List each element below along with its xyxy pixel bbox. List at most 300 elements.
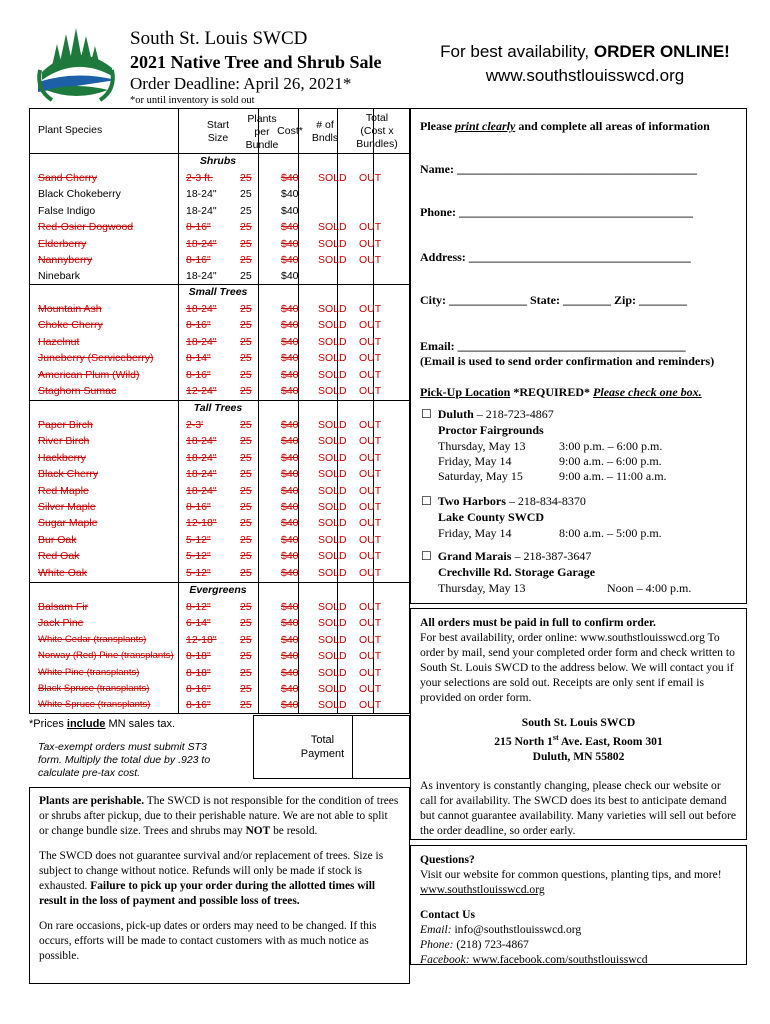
row-total: OUT [359, 699, 382, 712]
start-size: 8-16" [186, 254, 211, 266]
start-size: 18-24" [186, 484, 217, 497]
table-row [30, 219, 409, 235]
questions-title: Questions? [420, 853, 475, 866]
customer-info-form [410, 108, 747, 604]
plants-per-bundle: 25 [240, 484, 252, 497]
plant-name: Choke Cherry [38, 319, 103, 332]
pickup-phone: – 218-723-4867 [473, 407, 554, 421]
pickup-city: Duluth [437, 407, 474, 421]
plants-per-bundle: 25 [240, 683, 252, 695]
section-divider [30, 400, 409, 401]
row-total: OUT [359, 451, 382, 464]
order-table [29, 108, 410, 714]
table-row [30, 383, 409, 399]
start-size: 18-24" [186, 303, 217, 315]
plant-name: Hackberry [38, 451, 86, 464]
plant-name: Hazelnut [38, 335, 80, 348]
start-size: 18-24" [186, 435, 217, 448]
table-row [30, 417, 409, 433]
bundles-count: SOLD [318, 172, 347, 184]
start-size: 5-12" [186, 566, 211, 579]
table-row [30, 334, 409, 350]
table-row [30, 252, 409, 268]
deadline-note: *or until inventory is sold out [130, 95, 255, 106]
perishable-not: NOT [245, 825, 271, 837]
prices-suffix: MN sales tax. [105, 718, 176, 730]
table-row [30, 350, 409, 366]
table-row [30, 186, 409, 202]
address-line: Duluth, MN 55802 [532, 749, 625, 763]
pickup-location-option [421, 494, 586, 509]
header-size-line: Start [206, 119, 230, 131]
plant-name: Nannyberry [38, 254, 93, 266]
plant-name: White Pine (transplants) [38, 666, 140, 678]
perishable-end: be resold. [270, 825, 318, 837]
plant-name: Bur Oak [38, 533, 77, 546]
cost: $40 [281, 352, 299, 365]
start-size: 18-24" [186, 335, 217, 348]
cost: $40 [281, 533, 299, 546]
row-total: OUT [359, 303, 382, 315]
address-part: 215 North 1 [494, 734, 553, 748]
facebook-link[interactable]: www.facebook.com/southstlouisswcd [469, 953, 648, 966]
email-field[interactable]: Email: ______________________________________ [420, 339, 686, 353]
bundles-count: SOLD [318, 601, 347, 613]
address-part: Ave. East, Room 301 [558, 734, 663, 748]
sale-title: 2021 Native Tree and Shrub Sale [130, 52, 382, 72]
pickup-day: Thursday, May 13 [438, 581, 526, 595]
plants-per-bundle: 25 [240, 270, 252, 283]
start-size: 2-3' [186, 419, 204, 431]
plant-name: Black Cherry [38, 468, 99, 481]
plant-name: Elderberry [38, 237, 87, 250]
plant-name: Red-Osier Dogwood [38, 221, 134, 234]
plants-per-bundle: 25 [240, 319, 252, 332]
row-total: OUT [359, 352, 382, 365]
table-row [30, 681, 409, 697]
email-value[interactable]: info@southstlouisswcd.org [451, 923, 582, 936]
row-total: OUT [359, 221, 382, 234]
order-online-callout [425, 42, 745, 62]
row-total: OUT [359, 550, 382, 563]
mailing-address [420, 715, 737, 764]
plants-per-bundle: 25 [240, 237, 252, 250]
header-bndls-line: # of [316, 119, 334, 131]
header-cost: Cost* [277, 125, 303, 137]
row-total: OUT [359, 566, 382, 579]
org-title: South St. Louis SWCD [130, 28, 308, 49]
start-size: 8-16" [186, 368, 211, 381]
plants-per-bundle: 25 [240, 303, 252, 315]
phone-value: (218) 723-4867 [453, 938, 529, 951]
bundles-count: SOLD [318, 254, 347, 266]
plants-per-bundle: 25 [240, 601, 252, 613]
total-payment-line: Payment [300, 748, 345, 760]
cost: $40 [281, 550, 299, 563]
header-bndls-line: Bndls [311, 132, 339, 144]
row-total: OUT [359, 650, 382, 663]
plant-name: Norway (Red) Pine (transplants) [38, 650, 174, 662]
plant-name: White Oak [38, 566, 88, 579]
table-row [30, 433, 409, 449]
header-species: Plant Species [38, 124, 103, 136]
online-prefix: For best availability, [440, 42, 594, 61]
table-row [30, 632, 409, 648]
bundles-count: SOLD [318, 484, 347, 497]
table-row [30, 367, 409, 383]
row-total: OUT [359, 419, 382, 431]
address-field[interactable]: Address: _____________________________________ [420, 250, 691, 264]
phone-label: Phone: [420, 938, 454, 951]
city-state-zip-field[interactable]: City: _____________ State: ________ Zip: ________ [420, 293, 687, 307]
header-total-line: Total [365, 112, 389, 124]
perishable-para-2 [39, 849, 400, 909]
pickup-day: Saturday, May 15 [438, 469, 523, 483]
header-bundle-line: Plants [247, 113, 277, 125]
cost: $40 [281, 254, 299, 266]
start-size: 8-16" [186, 699, 211, 712]
start-size: 5-12" [186, 533, 211, 546]
address-sup: st [552, 733, 559, 742]
table-row [30, 615, 409, 631]
header-total-line: Bundles) [356, 138, 398, 150]
address-line: South St. Louis SWCD [521, 716, 636, 729]
contact-facebook [420, 952, 737, 967]
plants-per-bundle: 25 [240, 172, 252, 184]
plant-name: Ninebark [38, 270, 81, 283]
cost: $40 [281, 699, 299, 712]
row-total: OUT [359, 517, 382, 530]
table-row [30, 236, 409, 252]
header-total-line: (Cost x [360, 125, 394, 137]
start-size: 5-12" [186, 550, 211, 563]
cost: $40 [281, 468, 299, 481]
plants-per-bundle: 25 [240, 188, 252, 201]
cost: $40 [281, 601, 299, 613]
header-bundle-line: Bundle [245, 139, 279, 151]
row-total: OUT [359, 254, 382, 266]
pickup-time: 8:00 a.m. – 5:00 p.m. [559, 526, 662, 540]
bundles-count: SOLD [318, 550, 347, 563]
pickup-location-option [421, 549, 591, 564]
bundles-count: SOLD [318, 650, 347, 663]
plant-name: Mountain Ash [38, 303, 102, 315]
row-total: OUT [359, 335, 382, 348]
plants-per-bundle: 25 [240, 533, 252, 546]
phone-field[interactable]: Phone: _______________________________________ [420, 205, 693, 219]
perishable-text: The SWCD is not responsible for the condition of trees or shrubs after pickup, due to their perishable nature. We are not able to split or change bundle size. Trees and shrubs may [39, 795, 399, 837]
table-row [30, 599, 409, 615]
bundles-count: SOLD [318, 368, 347, 381]
section-divider [30, 153, 409, 154]
table-row [30, 268, 409, 284]
facebook-label: Facebook: [420, 953, 470, 966]
pickup-required: *REQUIRED* [510, 385, 594, 399]
start-size: 8-12" [186, 601, 211, 613]
plant-name: River Birch [38, 435, 90, 448]
perishable-bold: Plants are perishable. [39, 795, 145, 807]
intro-text: Please [420, 119, 455, 133]
pickup-place: Proctor Fairgrounds [438, 423, 544, 437]
pickup-day: Friday, May 14 [438, 526, 512, 540]
pickup-checkbox[interactable]: ☐ [421, 494, 432, 508]
contact-info [410, 845, 747, 965]
cost: $40 [281, 617, 299, 630]
cost: $40 [281, 650, 299, 663]
plant-name: Silver Maple [38, 501, 96, 513]
row-total: OUT [359, 468, 382, 481]
plant-name: Red Oak [38, 550, 80, 563]
start-size: 18-24" [186, 451, 217, 464]
plants-per-bundle: 25 [240, 368, 252, 381]
bundles-count: SOLD [318, 237, 347, 250]
pickup-time: 3:00 p.m. – 6:00 p.m. [559, 439, 663, 453]
plants-per-bundle: 25 [240, 352, 252, 365]
plants-per-bundle: 25 [240, 204, 252, 217]
row-total: OUT [359, 237, 382, 250]
start-size: 8-16" [186, 319, 211, 332]
section-divider [30, 582, 409, 583]
plants-per-bundle: 25 [240, 468, 252, 481]
start-size: 8-18" [186, 650, 211, 663]
row-total: OUT [359, 666, 382, 679]
cost: $40 [281, 368, 299, 381]
row-total: OUT [359, 601, 382, 613]
start-size: 8-14" [186, 352, 211, 365]
plants-per-bundle: 25 [240, 335, 252, 348]
cost: $40 [281, 484, 299, 497]
email-note: (Email is used to send order confirmation and reminders) [420, 354, 715, 368]
table-row [30, 648, 409, 664]
plant-name: Sand Cherry [38, 172, 97, 184]
cost: $40 [281, 335, 299, 348]
row-total: OUT [359, 172, 382, 184]
start-size: 6-14" [186, 617, 211, 630]
intro-text: and complete all areas of information [515, 119, 710, 133]
cost: $40 [281, 237, 299, 250]
pickup-place: Lake County SWCD [438, 510, 545, 524]
bundles-count: SOLD [318, 303, 347, 315]
questions-text [420, 867, 737, 897]
payment-info [410, 608, 747, 840]
plants-per-bundle: 25 [240, 451, 252, 464]
swcd-logo [32, 20, 120, 108]
pickup-phone: – 218-387-3647 [511, 549, 592, 563]
tax-exempt-note: Tax-exempt orders must submit ST3 form. Multiply the total due by .923 to calculate pre-tax cost. [38, 741, 211, 779]
pickup-checkbox[interactable]: ☐ [421, 549, 432, 563]
inventory-note: As inventory is constantly changing, please check our website or call for availability. The SWCD does its best to anticipate demand but cannot guarantee availability. Many varieties will sell out before the order deadline, so order early. [420, 778, 737, 837]
cost: $40 [281, 204, 299, 217]
plants-per-bundle: 25 [240, 617, 252, 630]
pickup-location-option [421, 407, 554, 422]
bundles-count: SOLD [318, 221, 347, 234]
bundles-count: SOLD [318, 451, 347, 464]
row-total: OUT [359, 617, 382, 630]
plant-name: Staghorn Sumac [38, 385, 117, 397]
name-field[interactable]: Name: ________________________________________ [420, 162, 697, 176]
plants-per-bundle: 25 [240, 550, 252, 563]
plant-name: False Indigo [38, 204, 96, 217]
pickup-checkbox[interactable]: ☐ [421, 407, 432, 421]
cost: $40 [281, 270, 299, 283]
row-total: OUT [359, 385, 382, 397]
failure-warning: Failure to pick up your order during the allotted times will result in the loss of payment and possible loss of trees. [39, 880, 376, 907]
cost: $40 [281, 419, 299, 431]
header-bundle-line: per [254, 126, 270, 138]
plants-per-bundle: 25 [240, 435, 252, 448]
start-size: 12-24" [186, 385, 217, 397]
start-size: 18-24" [186, 237, 217, 250]
pickup-time: 9:00 a.m. – 6:00 p.m. [559, 454, 662, 468]
cost: $40 [281, 319, 299, 332]
cost: $40 [281, 451, 299, 464]
website-link[interactable]: www.southstlouisswcd.org [485, 66, 685, 85]
contact-email [420, 922, 737, 937]
prices-prefix: *Prices [29, 718, 67, 730]
plants-per-bundle: 25 [240, 566, 252, 579]
bundles-count: SOLD [318, 335, 347, 348]
start-size: 8-16" [186, 683, 211, 695]
pickup-city: Grand Marais [437, 549, 512, 563]
bundles-count: SOLD [318, 385, 347, 397]
table-row [30, 170, 409, 186]
intro-emphasis: print clearly [455, 119, 516, 133]
row-total: OUT [359, 683, 382, 695]
perishable-para-1 [39, 794, 400, 839]
section-title: Evergreens [189, 584, 247, 596]
prices-note [29, 718, 175, 730]
plants-per-bundle: 25 [240, 699, 252, 712]
bundles-count: SOLD [318, 699, 347, 712]
guarantee-text: The SWCD does not guarantee survival and/or replacement of trees. Size is subject to change without notice. Refunds will only be made if stock is exhausted. [39, 850, 384, 892]
plants-per-bundle: 25 [240, 650, 252, 663]
plants-per-bundle: 25 [240, 666, 252, 679]
pickup-time: 9:00 a.m. – 11:00 a.m. [559, 469, 667, 483]
contact-phone [420, 937, 737, 952]
perishable-para-3: On rare occasions, pick-up dates or orders may need to be changed. If this occurs, efforts will be made to contact customers with as much notice as possible. [39, 920, 377, 962]
cost: $40 [281, 303, 299, 315]
cost: $40 [281, 188, 299, 201]
contact-title: Contact Us [420, 908, 476, 921]
start-size: 18-24" [186, 468, 217, 481]
pickup-phone: – 218-834-8370 [505, 494, 586, 508]
header-total [341, 112, 413, 151]
table-row [30, 450, 409, 466]
table-row [30, 203, 409, 219]
order-deadline: Order Deadline: April 26, 2021* [130, 74, 352, 93]
cost: $40 [281, 683, 299, 695]
table-row [30, 515, 409, 531]
table-row [30, 317, 409, 333]
total-payment-label [300, 733, 345, 761]
plants-per-bundle: 25 [240, 385, 252, 397]
section-title: Small Trees [188, 286, 248, 298]
pickup-instruction: Please check one box. [593, 385, 702, 399]
pickup-time: Noon – 4:00 p.m. [607, 581, 692, 595]
pickup-heading [420, 385, 702, 400]
start-size: 18-24" [186, 270, 217, 283]
start-size: 12-18" [186, 517, 217, 530]
start-size: 2-3 ft. [186, 172, 213, 184]
plant-name: Black Chokeberry [38, 188, 121, 201]
payment-required: All orders must be paid in full to confirm order. [420, 616, 656, 629]
table-row [30, 548, 409, 564]
table-row [30, 499, 409, 515]
bundles-count: SOLD [318, 533, 347, 546]
bundles-count: SOLD [318, 435, 347, 448]
row-total: OUT [359, 368, 382, 381]
website-link[interactable]: www.southstlouisswcd.org [420, 883, 545, 896]
order-online-bold: ORDER ONLINE! [593, 42, 730, 61]
cost: $40 [281, 633, 299, 646]
plant-name: Black Spruce (transplants) [38, 683, 150, 694]
table-row [30, 665, 409, 681]
bundles-count: SOLD [318, 319, 347, 332]
plants-per-bundle: 25 [240, 633, 252, 646]
start-size: 8-16" [186, 501, 211, 513]
table-row [30, 483, 409, 499]
questions-body: Visit our website for common questions, planting tips, and more! [420, 868, 722, 881]
cost: $40 [281, 666, 299, 679]
start-size: 18-24" [186, 204, 217, 217]
plants-per-bundle: 25 [240, 254, 252, 266]
pickup-place: Crechville Rd. Storage Garage [438, 565, 596, 579]
row-total: OUT [359, 533, 382, 546]
total-payment-field[interactable] [353, 716, 409, 778]
table-row [30, 697, 409, 713]
header-bndls [309, 119, 341, 145]
email-label: Email: [420, 923, 452, 936]
section-title: Tall Trees [193, 402, 243, 414]
start-size: 12-18" [186, 633, 217, 646]
perishable-notice [29, 787, 410, 984]
prices-include: include [66, 718, 106, 730]
row-total: OUT [359, 319, 382, 332]
table-row [30, 532, 409, 548]
plant-name: White Cedar (transplants) [38, 633, 147, 645]
cost: $40 [281, 501, 299, 513]
plant-name: Red Maple [38, 484, 89, 497]
plant-name: Jack Pine [38, 617, 84, 630]
pickup-city: Two Harbors [437, 494, 506, 508]
plant-name: Balsam Fir [38, 601, 89, 613]
bundles-count: SOLD [318, 617, 347, 630]
pickup-title: Pick-Up Location [420, 385, 511, 399]
bundles-count: SOLD [318, 683, 347, 695]
total-payment-line: Total [310, 734, 335, 746]
start-size: 8-16" [186, 221, 211, 234]
plants-per-bundle: 25 [240, 419, 252, 431]
plants-per-bundle: 25 [240, 221, 252, 234]
bundles-count: SOLD [318, 352, 347, 365]
bundles-count: SOLD [318, 517, 347, 530]
table-row [30, 301, 409, 317]
plant-name: Paper Birch [38, 419, 93, 431]
section-divider [30, 284, 409, 285]
plant-name: Sugar Maple [38, 517, 98, 530]
section-title: Shrubs [199, 155, 237, 167]
start-size: 8-18" [186, 666, 211, 679]
row-total: OUT [359, 633, 382, 646]
table-row [30, 565, 409, 581]
bundles-count: SOLD [318, 633, 347, 646]
bundles-count: SOLD [318, 419, 347, 431]
cost: $40 [281, 385, 299, 397]
row-total: OUT [359, 484, 382, 497]
row-total: OUT [359, 501, 382, 513]
form-intro [420, 119, 710, 134]
cost: $40 [281, 566, 299, 579]
